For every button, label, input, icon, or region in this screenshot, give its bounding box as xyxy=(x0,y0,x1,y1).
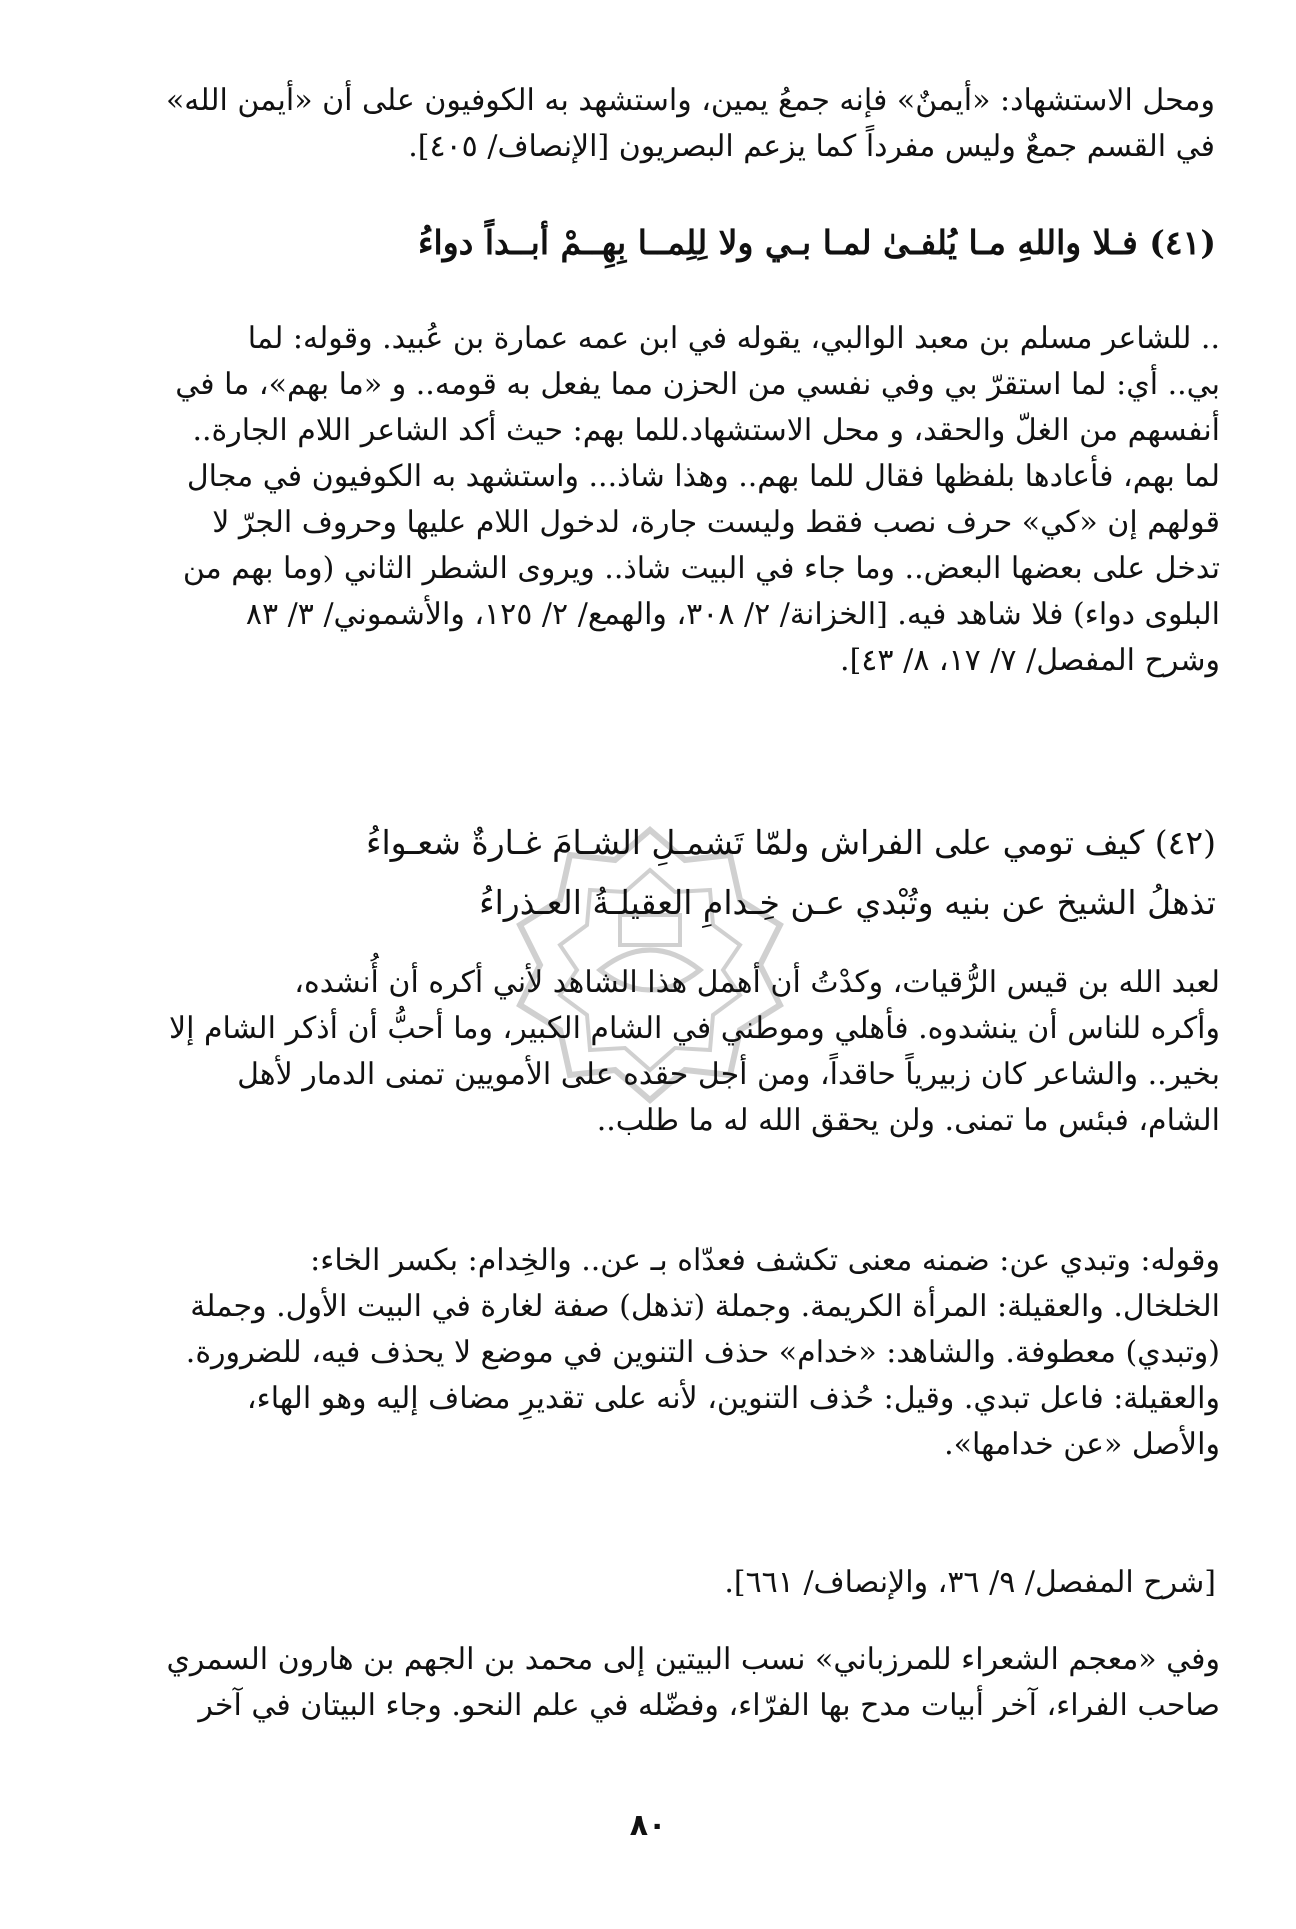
text-line: .. للشاعر مسلم بن معبد الوالبي، يقوله في ابن عمه عمارة بن عُبيد. وقوله: لما xyxy=(247,321,1220,356)
text-line: في القسم جمعٌ وليس مفرداً كما يزعم البصريون [الإنصاف/ ٤٠٥]. xyxy=(408,129,1215,164)
text-line: أنفسهم من الغلّ والحقد، و محل الاستشهاد.للما بهم: حيث أكد الشاعر اللام الجارة.. xyxy=(192,413,1220,448)
text-line: وشرح المفصل/ ٧/ ١٧، ٨/ ٤٣]. xyxy=(840,643,1220,678)
paragraph-verse-41-commentary xyxy=(105,316,1220,684)
text-line: لعبد الله بن قيس الرُّقيات، وكدْتُ أن أهمل هذا الشاهد لأني أكره أن أُنشده، xyxy=(294,965,1220,1000)
text-line: الشام، فبئس ما تمنى. ولن يحقق الله له ما طلب.. xyxy=(596,1103,1220,1138)
text-line: تدخل على بعضها البعض.. وما جاء في البيت شاذ.. ويروى الشطر الثاني (وما بهم من xyxy=(182,551,1220,586)
paragraph-verse-42-commentary xyxy=(105,1238,1220,1468)
text-line: والأصل «عن خدامها». xyxy=(944,1427,1220,1462)
text-line: والعقيلة: فاعل تبدي. وقيل: حُذف التنوين، لأنه على تقديرِ مضاف إليه وهو الهاء، xyxy=(246,1381,1220,1416)
paragraph-mujam-reference xyxy=(105,1637,1220,1729)
paragraph-references xyxy=(724,1560,1216,1606)
text-line: وأكره للناس أن ينشدوه. فأهلي وموطني في الشام الكبير، وما أحبُّ أن أذكر الشام إلا xyxy=(168,1011,1220,1046)
text-line: قولهم إن «كي» حرف نصب فقط وليست جارة، لدخول اللام عليها وحروف الجرّ لا xyxy=(212,505,1220,540)
text-line: وفي «معجم الشعراء للمرزباني» نسب البيتين إلى محمد بن الجهم بن هارون السمري xyxy=(166,1642,1220,1677)
text-line: البلوى دواء) فلا شاهد فيه. [الخزانة/ ٢/ ٣٠٨، والهمع/ ٢/ ١٢٥، والأشموني/ ٣/ ٨٣ xyxy=(245,597,1220,632)
text-line: الخلخال. والعقيلة: المرأة الكريمة. وجملة (تذهل) صفة لغارة في البيت الأول. وجملة xyxy=(190,1289,1220,1324)
text-line: بخير.. والشاعر كان زبيرياً حاقداً، ومن أجل حقده على الأمويين تمنى الدمار لأهل xyxy=(237,1057,1220,1092)
text-line: ومحل الاستشهاد: «أيمنٌ» فإنه جمعُ يمين، واستشهد به الكوفيون على أن «أيمن الله» xyxy=(165,83,1215,118)
verse-42-line-1: (٤٢) كيف تومي على الفراش ولمّا تَشمـلِ الشـامَ غـارةٌ شعـواءُ xyxy=(365,823,1216,862)
text-line: وقوله: وتبدي عن: ضمنه معنى تكشف فعدّاه بـ عن.. والخِدام: بكسر الخاء: xyxy=(310,1243,1220,1278)
text-line: (وتبدي) معطوفة. والشاهد: «خدام» حذف التنوين في موضع لا يحذف فيه، للضرورة. xyxy=(185,1335,1220,1370)
text-line: [شرح المفصل/ ٩/ ٣٦، والإنصاف/ ٦٦١]. xyxy=(724,1565,1216,1600)
paragraph-istishhad-aymun xyxy=(105,78,1215,170)
page-number: ٨٠ xyxy=(629,1808,667,1843)
verse-42-line-2: تذهلُ الشيخ عن بنيه وتُبْدي عـن خِـدامِ العقيلـةُ العـذراءُ xyxy=(479,883,1216,922)
text-line: صاحب الفراء، آخر أبيات مدح بها الفرّاء، وفضّله في علم النحو. وجاء البيتان في آخر xyxy=(198,1688,1220,1723)
verse-41: (٤١) فـلا واللهِ مـا يُلفـىٰ لمـا بـي ولا لِلِمــا بِهِــمْ أبــداً دواءُ xyxy=(418,223,1216,262)
text-line: بي.. أي: لما استقرّ بي وفي نفسي من الحزن مما يفعل به قومه.. و «ما بهم»، ما في xyxy=(175,367,1220,402)
text-line: لما بهم، فأعادها بلفظها فقال للما بهم.. وهذا شاذ... واستشهد به الكوفيون في مجال xyxy=(186,459,1220,494)
paragraph-verse-42-attribution xyxy=(105,960,1220,1144)
